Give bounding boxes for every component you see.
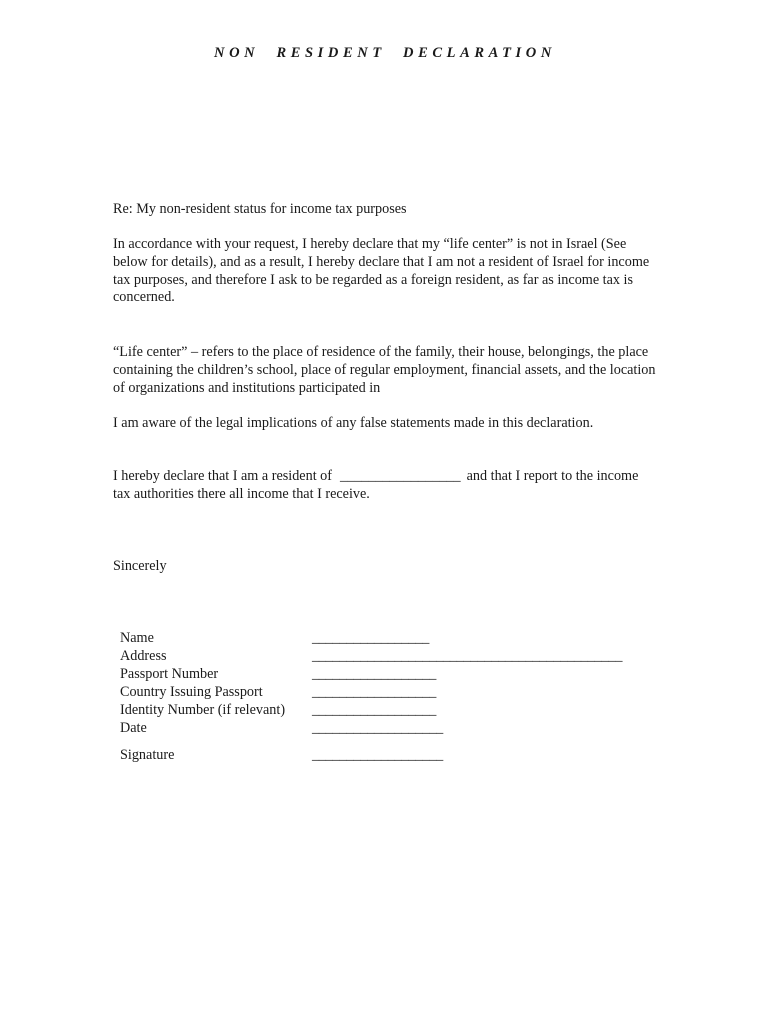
resident-statement-suffix: and that I report to the income tax authorities there all income that I receive.: [113, 468, 639, 502]
country-issuing-passport-label: Country Issuing Passport: [120, 684, 263, 700]
passport-number-label: Passport Number: [120, 666, 219, 682]
address-blank[interactable]: _____________________________________________: [312, 648, 623, 664]
paragraph-aware: I am aware of the legal implications of any false statements made in this declaration.: [113, 415, 594, 431]
re-line: Re: My non-resident status for income tax purposes: [113, 201, 407, 217]
identity-number-label: Identity Number (if relevant): [120, 702, 286, 718]
name-label: Name: [120, 630, 154, 646]
address-label: Address: [120, 648, 167, 664]
passport-number-blank[interactable]: __________________: [312, 666, 437, 682]
name-blank[interactable]: _________________: [312, 630, 430, 646]
signature-label: Signature: [120, 747, 175, 763]
resident-statement: [113, 468, 658, 504]
signature-blank[interactable]: ___________________: [312, 747, 443, 763]
document-title: NON RESIDENT DECLARATION: [214, 45, 556, 61]
identity-number-blank[interactable]: __________________: [312, 702, 437, 718]
paragraph-life-center: “Life center” – refers to the place of residence of the family, their house, belongings, the place containing the children’s school, place of regular employment, financial assets, and the location of organizations and institutions participated in: [113, 344, 656, 396]
date-label: Date: [120, 720, 147, 736]
country-issuing-passport-blank[interactable]: __________________: [312, 684, 437, 700]
paragraph-request: In accordance with your request, I hereby declare that my “life center” is not in Israel (See below for details), and as a result, I hereby declare that I am not a resident of Israel for income tax purposes, and therefore I ask to be regarded as a foreign resident, as far as income tax is concerned.: [113, 236, 650, 306]
date-blank[interactable]: ___________________: [312, 720, 443, 736]
country-of-residence-blank[interactable]: _________________: [340, 468, 461, 484]
closing: Sincerely: [113, 558, 167, 574]
resident-statement-prefix: I hereby declare that I am a resident of: [113, 468, 333, 484]
